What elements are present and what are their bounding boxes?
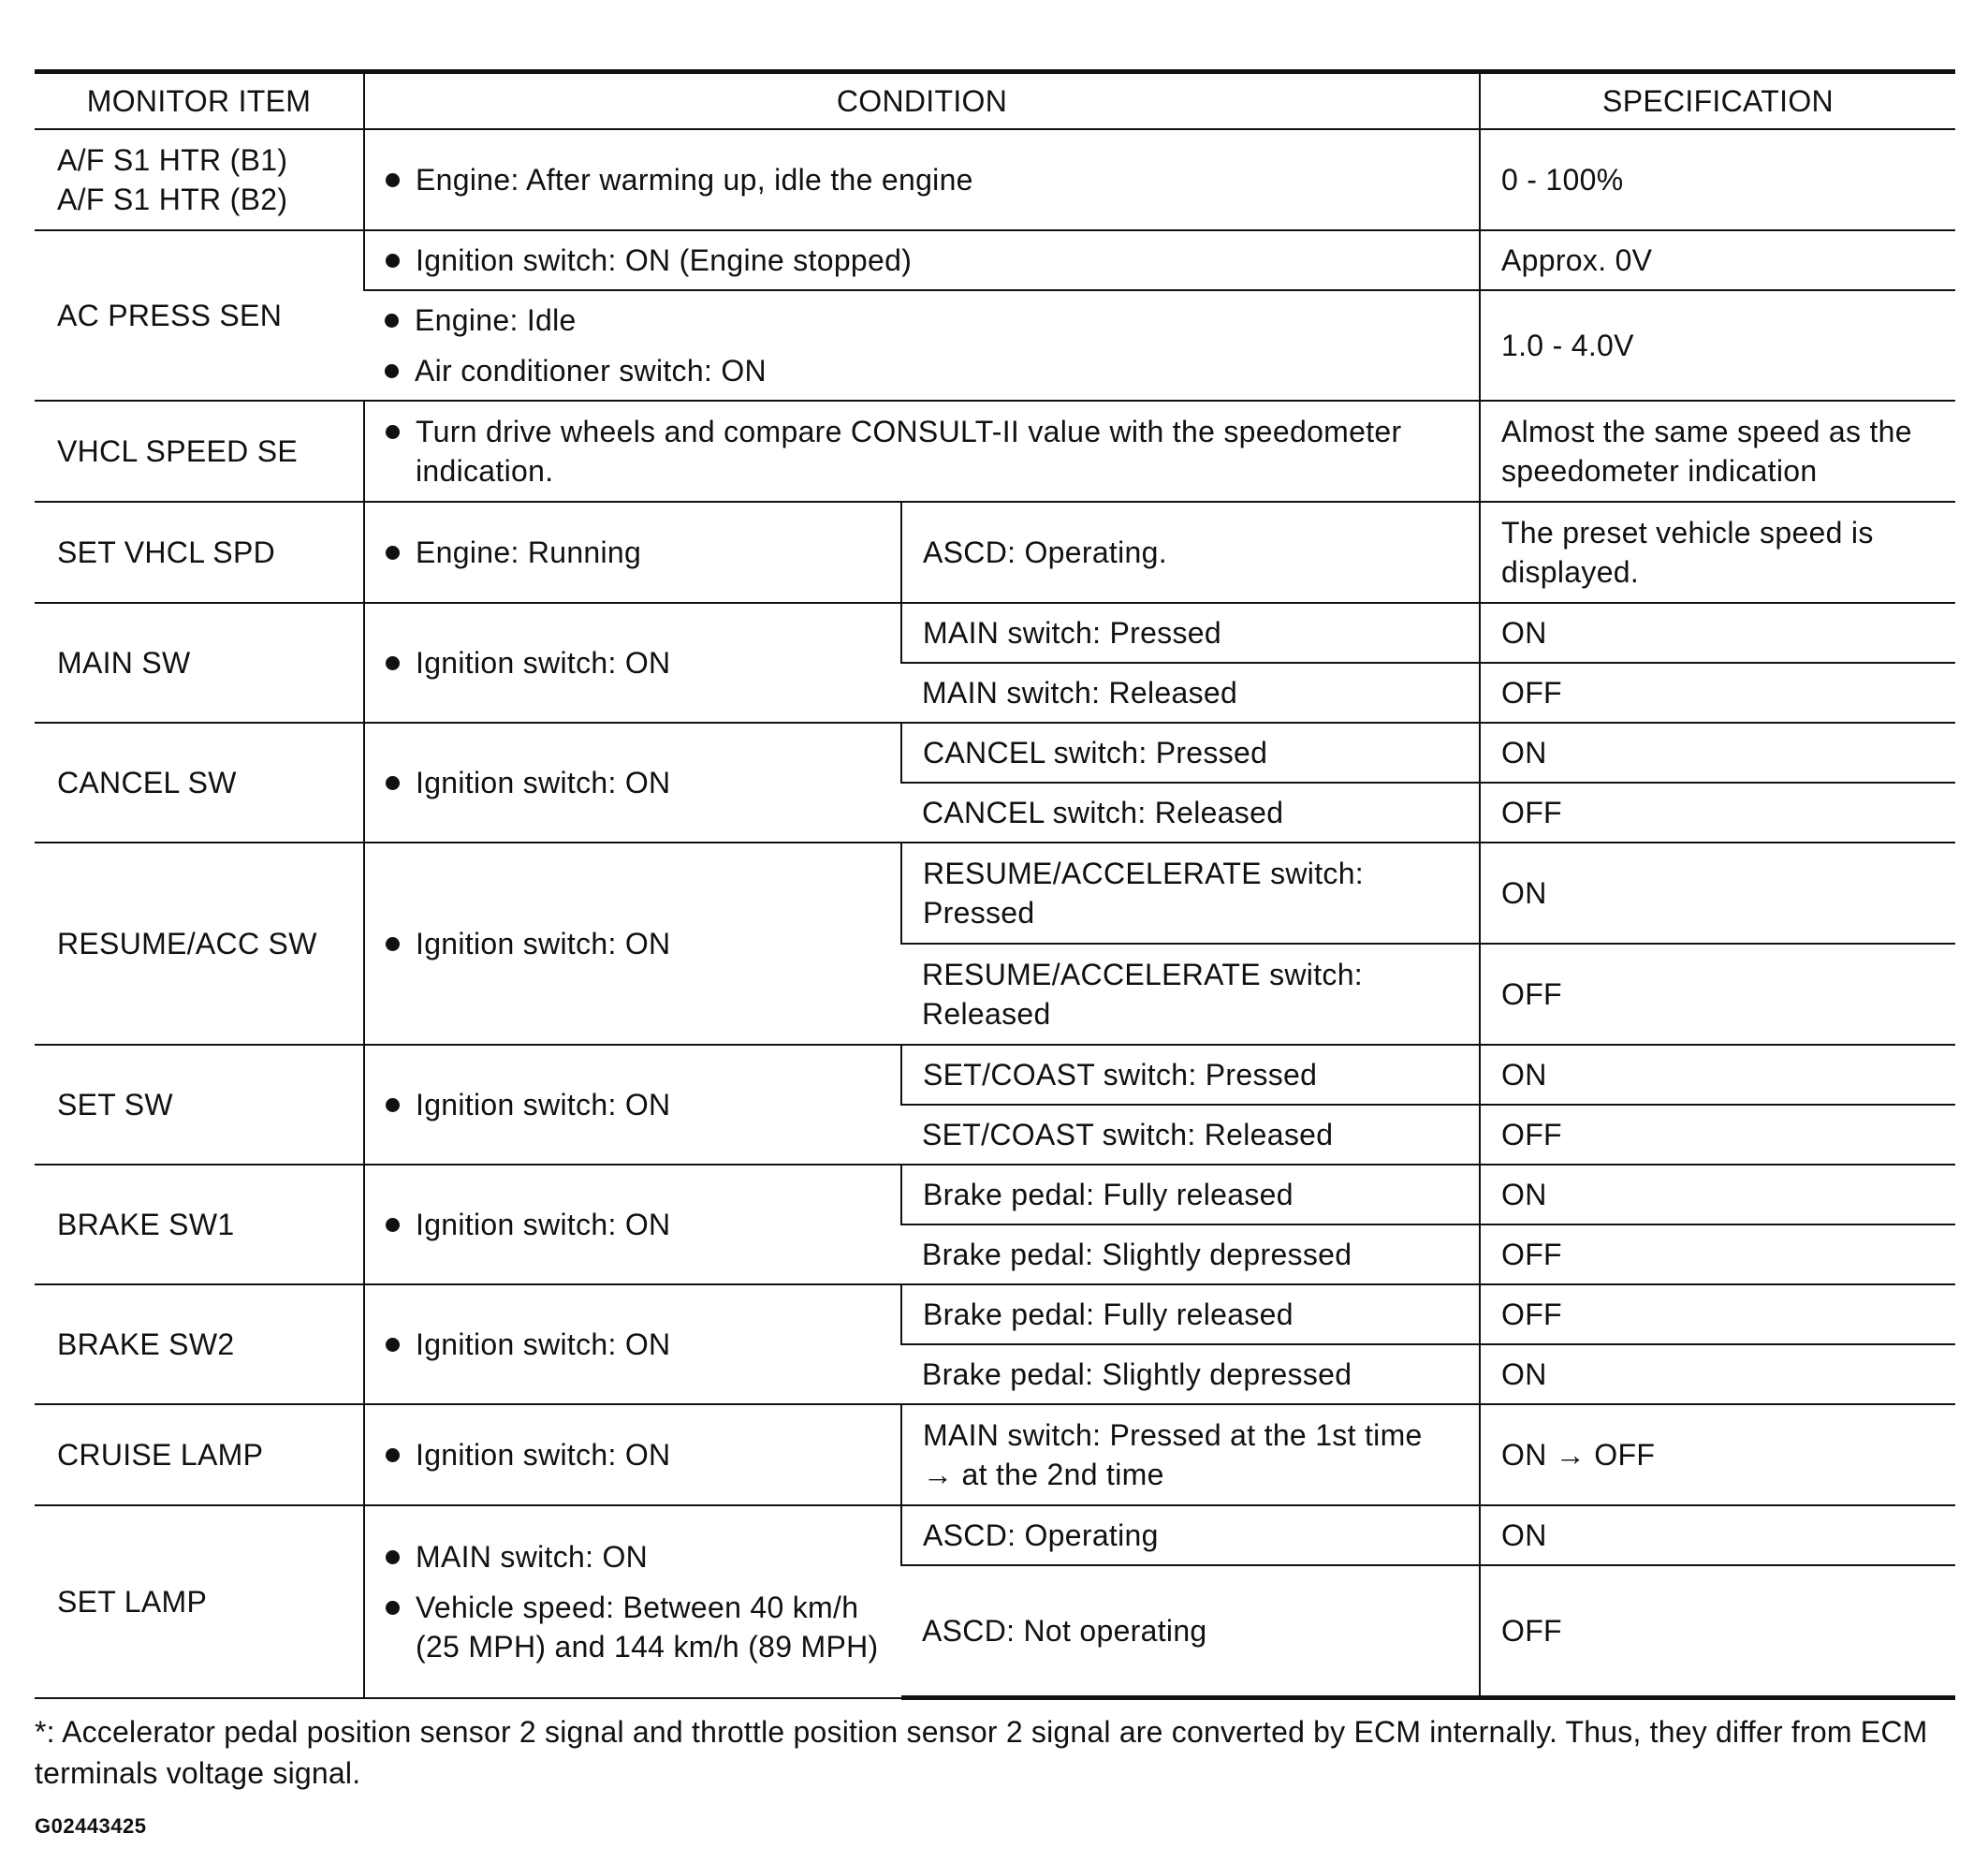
specification-cell: ON <box>1480 1045 1955 1105</box>
table-row <box>35 129 1955 230</box>
condition-cell <box>364 230 1480 290</box>
table-row <box>35 1505 1955 1565</box>
table-row <box>35 1045 1955 1105</box>
sub-condition-cell: SET/COAST switch: Released <box>901 1105 1480 1165</box>
sub-condition-cell: RESUME/ACCELERATE switch: Released <box>901 944 1480 1045</box>
condition-cell <box>364 1284 901 1404</box>
spec-document <box>35 69 1955 1839</box>
table-row <box>35 401 1955 502</box>
specification-cell: OFF <box>1480 783 1955 843</box>
sub-condition-cell: MAIN switch: Pressed at the 1st time → at the 2nd time <box>901 1404 1480 1505</box>
bullet-icon <box>386 254 400 268</box>
specification-cell: 0 - 100% <box>1480 129 1955 230</box>
sub-condition-cell: Brake pedal: Slightly depressed <box>901 1344 1480 1404</box>
condition-text: Air conditioner switch: ON <box>415 354 767 388</box>
condition-text: Ignition switch: ON <box>416 1088 671 1122</box>
condition-cell <box>364 502 901 603</box>
specification-cell: ON <box>1480 1165 1955 1224</box>
condition-text: Ignition switch: ON <box>416 1438 671 1472</box>
specification-cell: ON <box>1480 723 1955 783</box>
header-monitor-item: MONITOR ITEM <box>35 72 364 130</box>
condition-cell <box>364 723 901 843</box>
specification-cell: OFF <box>1480 1565 1955 1698</box>
sub-condition-cell: MAIN switch: Released <box>901 663 1480 723</box>
bullet-icon <box>385 364 399 378</box>
condition-cell <box>364 290 1480 401</box>
condition-text: Ignition switch: ON <box>416 1208 671 1241</box>
bullet-icon <box>386 1601 400 1615</box>
specification-cell: OFF <box>1480 1105 1955 1165</box>
table-row <box>35 843 1955 944</box>
condition-cell <box>364 1505 901 1698</box>
bullet-icon <box>386 937 400 951</box>
table-row <box>35 230 1955 290</box>
condition-text: Ignition switch: ON <box>416 646 671 680</box>
monitor-item-line: A/F S1 HTR (B2) <box>57 183 288 216</box>
specification-cell: ON <box>1480 843 1955 944</box>
specification-cell: Almost the same speed as the speedometer indication <box>1480 401 1955 502</box>
specification-cell: OFF <box>1480 663 1955 723</box>
sub-condition-cell: RESUME/ACCELERATE switch: Pressed <box>901 843 1480 944</box>
condition-text: Ignition switch: ON (Engine stopped) <box>416 243 913 277</box>
condition-cell <box>364 1045 901 1165</box>
monitor-item-cell <box>35 129 364 230</box>
monitor-item-cell: CANCEL SW <box>35 723 364 843</box>
condition-cell <box>364 1404 901 1505</box>
monitor-item-cell: CRUISE LAMP <box>35 1404 364 1505</box>
monitor-item-cell: BRAKE SW2 <box>35 1284 364 1404</box>
bullet-icon <box>386 173 400 187</box>
condition-text: Ignition switch: ON <box>416 1327 671 1361</box>
sub-condition-cell: Brake pedal: Fully released <box>901 1284 1480 1344</box>
bullet-icon <box>386 776 400 790</box>
condition-text: Ignition switch: ON <box>416 927 671 960</box>
condition-cell <box>364 843 901 1045</box>
specification-cell: The preset vehicle speed is displayed. <box>1480 502 1955 603</box>
table-row <box>35 502 1955 603</box>
specification-cell: ON → OFF <box>1480 1404 1955 1505</box>
bullet-icon <box>386 425 400 439</box>
condition-text: Vehicle speed: Between 40 km/h (25 MPH) and 144 km/h (89 MPH) <box>416 1590 879 1664</box>
specification-cell: ON <box>1480 603 1955 663</box>
bullet-icon <box>386 1550 400 1564</box>
footnote: *: Accelerator pedal position sensor 2 signal and throttle position sensor 2 signal are converted by ECM internally. Thus, they differ from ECM terminals voltage signal. <box>35 1715 1928 1790</box>
monitor-item-line: A/F S1 HTR (B1) <box>57 143 288 177</box>
condition-cell <box>364 603 901 723</box>
monitor-spec-table <box>35 69 1955 1700</box>
specification-cell: OFF <box>1480 944 1955 1045</box>
sub-condition-cell: Brake pedal: Fully released <box>901 1165 1480 1224</box>
bullet-icon <box>386 546 400 560</box>
specification-cell: OFF <box>1480 1284 1955 1344</box>
header-specification: SPECIFICATION <box>1480 72 1955 130</box>
table-row <box>35 603 1955 663</box>
condition-text: Engine: After warming up, idle the engine <box>416 163 973 197</box>
bullet-icon <box>386 1338 400 1352</box>
bullet-icon <box>385 314 399 328</box>
monitor-item-cell: VHCL SPEED SE <box>35 401 364 502</box>
table-row <box>35 1284 1955 1344</box>
sub-condition-cell: CANCEL switch: Released <box>901 783 1480 843</box>
bullet-icon <box>386 1218 400 1232</box>
sub-condition-cell: Brake pedal: Slightly depressed <box>901 1224 1480 1284</box>
monitor-item-cell: BRAKE SW1 <box>35 1165 364 1284</box>
specification-cell: ON <box>1480 1344 1955 1404</box>
condition-cell <box>364 401 1480 502</box>
header-condition: CONDITION <box>364 72 1480 130</box>
specification-cell: ON <box>1480 1505 1955 1565</box>
sub-condition-cell: ASCD: Operating. <box>901 502 1480 603</box>
header-row <box>35 72 1955 130</box>
condition-cell <box>364 1165 901 1284</box>
monitor-item-cell: AC PRESS SEN <box>35 230 364 401</box>
sub-condition-cell: ASCD: Operating <box>901 1505 1480 1565</box>
sub-condition-cell: MAIN switch: Pressed <box>901 603 1480 663</box>
table-row <box>35 1404 1955 1505</box>
condition-text: Engine: Running <box>416 535 642 569</box>
specification-cell: 1.0 - 4.0V <box>1480 290 1955 401</box>
monitor-item-cell: RESUME/ACC SW <box>35 843 364 1045</box>
condition-text: Engine: Idle <box>415 303 577 337</box>
table-row <box>35 723 1955 783</box>
condition-text: Ignition switch: ON <box>416 766 671 799</box>
condition-cell <box>364 129 1480 230</box>
specification-cell: Approx. 0V <box>1480 230 1955 290</box>
table-row <box>35 1165 1955 1224</box>
figure-code: G02443425 <box>35 1814 147 1838</box>
bullet-icon <box>386 656 400 670</box>
sub-condition-cell: SET/COAST switch: Pressed <box>901 1045 1480 1105</box>
monitor-item-cell: MAIN SW <box>35 603 364 723</box>
monitor-item-cell: SET LAMP <box>35 1505 364 1698</box>
bullet-icon <box>386 1098 400 1112</box>
condition-text: MAIN switch: ON <box>416 1539 649 1574</box>
condition-text: Turn drive wheels and compare CONSULT-II value with the speedometer indication. <box>416 415 1402 488</box>
bullet-icon <box>386 1448 400 1462</box>
sub-condition-cell: ASCD: Not operating <box>901 1565 1480 1698</box>
sub-condition-cell: CANCEL switch: Pressed <box>901 723 1480 783</box>
monitor-item-cell: SET VHCL SPD <box>35 502 364 603</box>
specification-cell: OFF <box>1480 1224 1955 1284</box>
monitor-item-cell: SET SW <box>35 1045 364 1165</box>
